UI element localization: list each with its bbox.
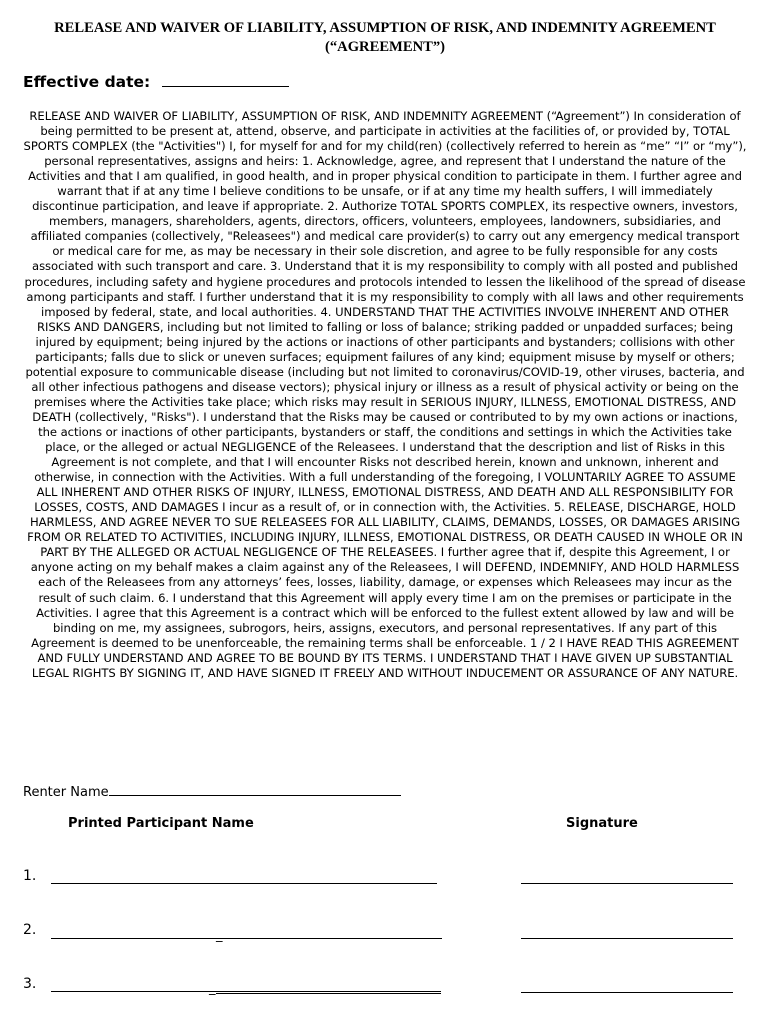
participant-row-1 <box>23 867 743 887</box>
signature-field[interactable] <box>521 938 733 939</box>
participant-name-underline-double <box>216 993 441 994</box>
signature-field[interactable] <box>521 883 733 884</box>
signature-field[interactable] <box>521 992 733 993</box>
underscore-mark: _ <box>216 928 223 943</box>
row-number: 1. <box>23 868 37 884</box>
effective-date-label: Effective date: <box>23 73 151 91</box>
signature-header: Signature <box>566 816 638 831</box>
renter-name-label: Renter Name <box>23 785 109 800</box>
row-number: 2. <box>23 922 37 938</box>
underscore-mark: _ <box>209 981 216 996</box>
agreement-body: RELEASE AND WAIVER OF LIABILITY, ASSUMPTION OF RISK, AND INDEMNITY AGREEMENT (“Agreement”) In consideration of being permitted to be present at, attend, observe, and participate in activities at the facilities of, or provided by, TOTAL SPORTS COMPLEX (the "Activities") I, for myself for and for my child(ren) (collectively referred to herein as “me” “I” or “my”), personal representatives, assigns and heirs: 1. Acknowledge, agree, and represent that I understand the nature of the Activities and that I am qualified, in good health, and in proper physical condition to participate in them. I further agree and warrant that if at any time I believe conditions to be unsafe, or if at any time my health suffers, I will immediately discontinue participation, and leave if appropriate. 2. Authorize TOTAL SPORTS COMPLEX, its respective owners, investors, members, managers, shareholders, agents, directors, officers, volunteers, employees, landowners, subsidiaries, and affiliated companies (collectively, "Releasees") and medical care provider(s) to carry out any emergency medical transport or medical care for me, as may be necessary in their sole discretion, and agree to be fully responsible for any costs associated with such transport and care. 3. Understand that it is my responsibility to comply with all posted and published procedures, including safety and hygiene procedures and protocols intended to lessen the likelihood of the spread of disease among participants and staff. I further understand that it is my responsibility to comply with all laws and other requirements imposed by federal, state, and local authorities. 4. UNDERSTAND THAT THE ACTIVITIES INVOLVE INHERENT AND OTHER RISKS AND DANGERS, including but not limited to falling or loss of balance; striking padded or unpadded surfaces; being injured by equipment; being injured by the actions or inactions of other participants and bystanders; collisions with other participants; falls due to slick or uneven surfaces; equipment failures of any kind; equipment misuse by myself or others; potential exposure to communicable disease (including but not limited to coronavirus/COVID-19, other viruses, bacteria, and all other infectious pathogens and disease vectors); physical injury or illness as a result of physical activity or being on the premises where the Activities take place; which risks may result in SERIOUS INJURY, ILLNESS, EMOTIONAL DISTRESS, AND DEATH (collectively, "Risks"). I understand that the Risks may be caused or contributed to by my own actions or inactions, the actions or inactions of other participants, bystanders or staff, the conditions and settings in which the Activities take place, or the alleged or actual NEGLIGENCE of the Releasees. I understand that the description and list of Risks in this Agreement is not complete, and that I will encounter Risks not described herein, known and unknown, inherent and otherwise, in connection with the Activities. With a full understanding of the foregoing, I VOLUNTARILY AGREE TO ASSUME ALL INHERENT AND OTHER RISKS OF INJURY, ILLNESS, EMOTIONAL DISTRESS, AND DEATH AND ALL RESPONSIBILITY FOR LOSSES, COSTS, AND DAMAGES I incur as a result of, or in connection with, the Activities. 5. RELEASE, DISCHARGE, HOLD HARMLESS, AND AGREE NEVER TO SUE RELEASEES FOR ALL LIABILITY, CLAIMS, DEMANDS, LOSSES, OR DAMAGES ARISING FROM OR RELATED TO ACTIVITIES, INCLUDING INJURY, ILLNESS, EMOTIONAL DISTRESS, OR DEATH CAUSED IN WHOLE OR IN PART BY THE ALLEGED OR ACTUAL NEGLIGENCE OF THE RELEASEES. I further agree that if, despite this Agreement, I or anyone acting on my behalf makes a claim against any of the Releasees, I will DEFEND, INDEMNIFY, AND HOLD HARMLESS each of the Releasees from any attorneys’ fees, losses, liability, damage, or expenses which Releasees may incur as the result of such claim. 6. I understand that this Agreement will apply every time I am on the premises or participate in the Activities. I agree that this Agreement is a contract which will be enforced to the fullest extent allowed by law and will be binding on me, my assignees, subrogors, heirs, assigns, executors, and personal representatives. If any part of this Agreement is deemed to be unenforceable, the remaining terms shall be enforceable. 1 / 2 I HAVE READ THIS AGREEMENT AND FULLY UNDERSTAND AND AGREE TO BE BOUND BY ITS TERMS. I UNDERSTAND THAT I HAVE GIVEN UP SUBSTANTIAL LEGAL RIGHTS BY SIGNING IT, AND HAVE SIGNED IT FREELY AND WITHOUT INDUCEMENT OR ASSURANCE OF ANY NATURE. <box>23 109 747 680</box>
participant-name-field[interactable] <box>51 938 442 939</box>
renter-name <box>23 782 401 802</box>
effective-date <box>23 72 289 92</box>
participant-row-2 <box>23 921 743 941</box>
printed-name-header: Printed Participant Name <box>68 816 254 831</box>
title-line-2: (“AGREEMENT”) <box>325 39 445 55</box>
participant-name-field[interactable] <box>51 883 437 884</box>
effective-date-field[interactable] <box>162 72 289 87</box>
row-number: 3. <box>23 976 37 992</box>
renter-name-field[interactable] <box>109 782 401 796</box>
title-line-1: RELEASE AND WAIVER OF LIABILITY, ASSUMPTION OF RISK, AND INDEMNITY AGREEMENT <box>54 20 716 36</box>
participant-name-field[interactable] <box>51 991 441 992</box>
participant-row-3 <box>23 975 743 995</box>
document-title <box>20 19 750 57</box>
